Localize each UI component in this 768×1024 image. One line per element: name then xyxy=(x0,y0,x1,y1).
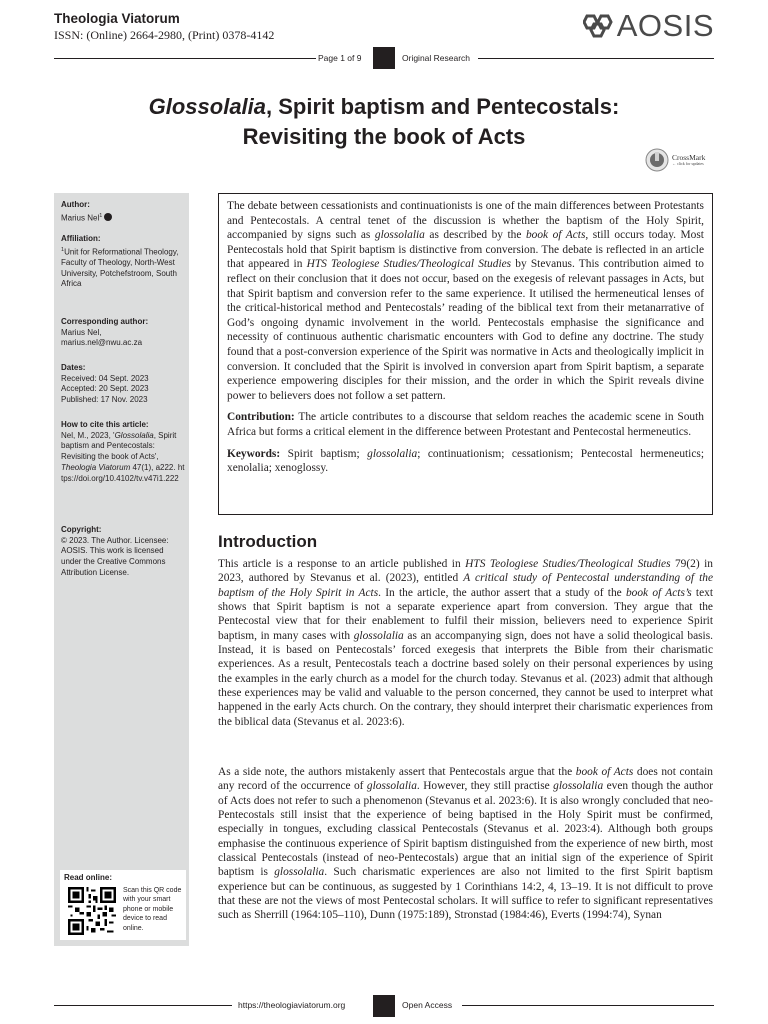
publisher-name: AOSIS xyxy=(616,8,714,43)
abstract-box xyxy=(218,193,713,515)
corresponding-block xyxy=(61,317,185,349)
author-name: Marius Nel$^1$ xyxy=(61,211,185,224)
footer-rule xyxy=(54,1005,232,1006)
date-published: Published: 17 Nov. 2023 xyxy=(61,395,148,405)
introduction-heading: Introduction xyxy=(218,532,318,551)
article-type: Original Research xyxy=(402,53,471,63)
contribution-paragraph: Contribution: The article contributes to a discourse that seldom reaches the academic scene in South Africa but forms a critical element in the difference between Protestant and Pentecostal hermeneutics. xyxy=(227,411,704,438)
crossmark-label: CrossMark xyxy=(672,152,706,162)
open-access-label: Open Access xyxy=(402,1000,453,1010)
journal-title: Theologia Viatorum xyxy=(54,11,180,26)
footer-url[interactable]: https://theologiaviatorum.org xyxy=(238,1000,346,1010)
keywords-paragraph: Keywords: Spirit baptism; glossolalia; continuationism; cessationism; Pentecostal hermeneutics; xenolalia; xenoglossy. xyxy=(227,447,704,475)
header-rule xyxy=(478,58,714,59)
author-block xyxy=(61,200,185,224)
citation-label: How to cite this article: xyxy=(61,420,149,429)
abstract-paragraph: The debate between cessationists and continuationists is one of the main differences between Protestants and Pentecostals. A central tenet of the discussion is whether the baptism of the Holy Spirit, accompanied by signs such as glossolalia as described by the book of Acts, still occurs today. Most Pentecostals hold that Spirit baptism is distinctive from conversion. The debate is reflected in an article that appeared in HTS Teologiese Studies/Theological Studies by Stevanus. This contribution aimed to reflect on their conclusion that it does not occur, based on the exegesis of relevant passages in Acts, but that Spirit baptism and conversion refer to the same experience. It utilised the hermeneutical lenses of the critical-historical method and Pentecostals’ reading of the biblical text from their metanarrative of God’s ongoing dynamic involvement in the world. Pentecostals emphasise the significance and necessity of continuous authentic charismatic encounters with God to define any doctrine. The study found that a post-conversion experience of the Spirit was normative in Acts and theologically implicit in conversion. It concluded that the Spirit is involved in conversion apart from Spirit baptism, a separate experience empowering disciples for their mission, and the order in which the Spirit reveals divine power to believers does not follow a set pattern. xyxy=(227,200,704,402)
dates-label: Dates: xyxy=(61,363,86,372)
qr-code-icon[interactable] xyxy=(68,887,116,935)
crossmark-sublabel: ← click for updates xyxy=(672,160,704,166)
read-online-box[interactable] xyxy=(60,870,186,940)
page-number: Page 1 of 9 xyxy=(318,53,362,63)
issn: ISSN: (Online) 2664-2980, (Print) 0378-4142 xyxy=(54,28,275,42)
publisher-logo xyxy=(583,10,714,41)
date-received: Received: 04 Sept. 2023 xyxy=(61,373,149,383)
date-accepted: Accepted: 20 Sept. 2023 xyxy=(61,384,149,394)
read-online-text: Scan this QR code with your smart phone or mobile device to read online. xyxy=(123,887,182,932)
affiliation-label: Affiliation: xyxy=(61,234,101,243)
copyright-text: © 2023. The Author. Licensee: AOSIS. This work is licensed under the Creative Commons Attribution License. xyxy=(61,535,169,577)
aosis-logo-icon xyxy=(583,13,613,39)
footer-marker xyxy=(373,995,395,1017)
crossmark-badge[interactable] xyxy=(645,148,705,172)
affiliation-block xyxy=(61,234,185,290)
body-paragraph-1: This article is a response to an article published in HTS Teologiese Studies/Theological Studies 79(2) in 2023, authored by Stevanus et al. (2023), entitled A critical study of Pentecostal understanding of the baptism of the Holy Spirit in Acts. In the article, the author assert that a study of the book of Acts’s text shows that Spirit baptism is not a separate experience apart from conversion. They argue that the Pentecostal view that for their enablement to fulfil their mission, believers need to experience Spirit baptism, in many cases with glossolalia as an accompanying sign, does not have a solid theological basis. Instead, it is based on Pentecostals’ forced exegesis that interprets the Bible from their charismatic experiences. As a result, Pentecostals teach a doctrine based solely on their personal experiences by using the examples in the early church as a model for the church today. Stevanus et al. (2023) admit that although these experiences may be valid and valuable to the person concerned, they cannot be used to interpret what happened in the early Acts church. On the contrary, they should interpret their charismatic experiences from the biblical data (Stevanus et al. 2023:6). xyxy=(218,558,714,728)
corresponding-name: Marius Nel, xyxy=(61,327,102,337)
orcid-icon[interactable] xyxy=(104,213,112,221)
header-rule xyxy=(54,58,316,59)
crossmark-icon xyxy=(645,148,669,172)
author-label: Author: xyxy=(61,200,90,209)
read-online-label: Read online: xyxy=(64,873,113,882)
dates-block xyxy=(61,363,185,406)
title-line2: Revisiting the book of Acts xyxy=(242,124,526,149)
article-title xyxy=(54,92,714,152)
corresponding-label: Corresponding author: xyxy=(61,317,149,326)
corresponding-email[interactable]: marius.nel@nwu.ac.za xyxy=(61,338,143,348)
affiliation-text: $^1$Unit for Reformational Theology, Faculty of Theology, North-West University, Potchefstroom, South Africa xyxy=(61,246,179,289)
body-paragraph-2: As a side note, the authors mistakenly assert that Pentecostals argue that the book of Acts does not contain any record of the occurrence of glossolalia. However, they still practise glossolalia even though the author of Acts does not refer to such a phenomenon (Stevanus et al. 2023:6). It is also wrongly concluded that neo-Pentecostals still insist that the experience of being baptised in the Holy Spirit must be confirmed, especially in tongues, excluding classical Pentecostals (Stevanus et al. 2023:4). Although both groups emphasise the continuous experience of Spirit baptism distinguished from the experience of new birth, most classical Pentecostals (instead of neo-Pentecostals) argue that an initial sign of the experience of Spirit baptism is glossolalia. Such charismatic experiences are also not limited to the first Spirit baptism experience but can be continuous, as suggested by 1 Corinthians 14:2, 4, 13–19. It is not difficult to prove that these are not the views of most Pentecostal scholars. It will suffice to refer to significant representatives such as Sherrill (1964:105–110), Dunn (1975:189), Stronstad (1984:46), Everts (1994:74), Synan xyxy=(218,766,713,922)
title-italic: Glossolalia xyxy=(148,94,267,119)
copyright-label: Copyright: xyxy=(61,525,102,534)
copyright-block xyxy=(61,525,185,579)
sidebar xyxy=(54,193,189,946)
citation-block xyxy=(61,420,185,484)
title-line1: , Spirit baptism and Pentecostals: xyxy=(266,94,620,119)
citation-text[interactable]: Nel, M., 2023, 'Glossolalia, Spirit baptism and Pentecostals: Revisiting the book of Acts', Theologia Viatorum 47(1), a222. https://doi.org/10.4102/tv.v47i1.222 xyxy=(61,430,185,483)
header-marker xyxy=(373,47,395,69)
footer-rule xyxy=(462,1005,714,1006)
